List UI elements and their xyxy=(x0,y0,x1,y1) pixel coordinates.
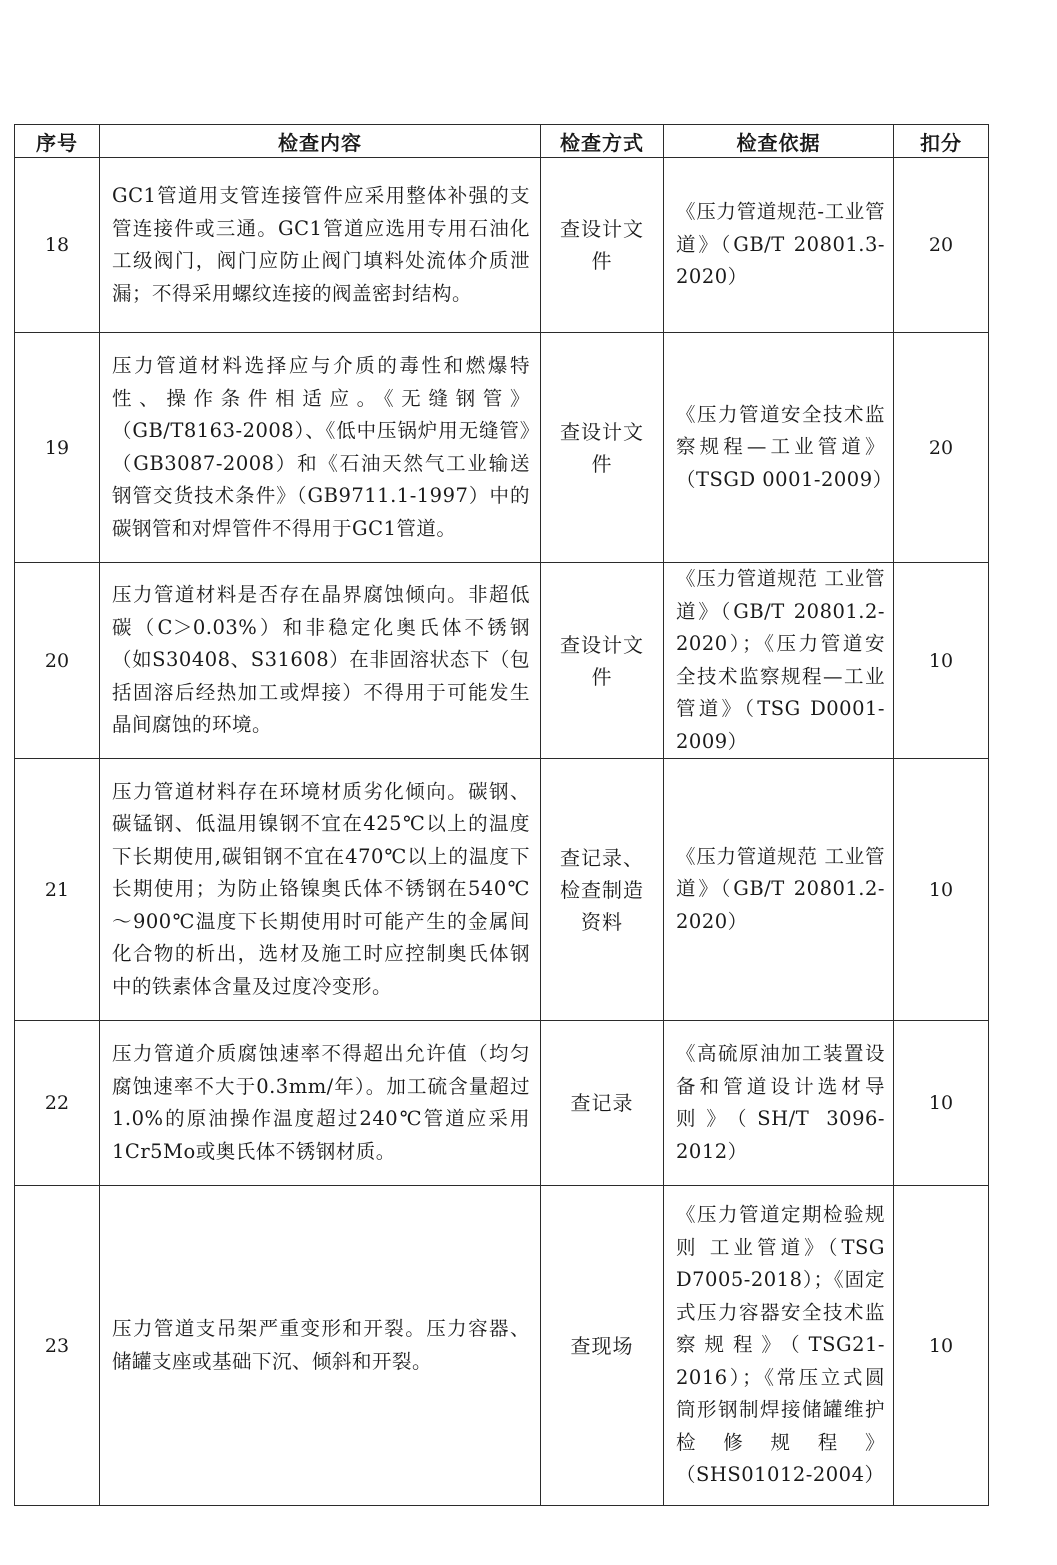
cell-no: 18 xyxy=(15,158,100,333)
cell-basis: 《压力管道规范-工业管道》（GB/T 20801.3-2020） xyxy=(664,158,894,333)
header-method: 检查方式 xyxy=(541,125,664,158)
cell-method: 查设计文件 xyxy=(541,333,664,563)
cell-score: 20 xyxy=(894,158,989,333)
table-row xyxy=(15,759,989,1021)
table-body xyxy=(15,158,989,1506)
cell-content: 压力管道材料选择应与介质的毒性和燃爆特性、操作条件相适应。《无缝钢管》（GB/T8163-2008）、《低中压锅炉用无缝管》（GB3087-2008）和《石油天然气工业输送钢管交货技术条件》（GB9711.1-1997）中的碳钢管和对焊管件不得用于GC1管道。 xyxy=(100,333,541,563)
cell-method: 查记录、检查制造资料 xyxy=(541,759,664,1021)
cell-basis: 《压力管道规范 工业管道》（GB/T 20801.2-2020） xyxy=(664,759,894,1021)
cell-no: 19 xyxy=(15,333,100,563)
header-basis: 检查依据 xyxy=(664,125,894,158)
cell-basis: 《压力管道安全技术监察规程—工业管道》（TSGD 0001-2009） xyxy=(664,333,894,563)
cell-basis: 《压力管道定期检验规则 工业管道》（TSG D7005-2018）；《固定式压力容器安全技术监察规程》（TSG21-2016）；《常压立式圆筒形钢制焊接储罐维护检修规程》（SHS01012-2004） xyxy=(664,1186,894,1506)
cell-no: 20 xyxy=(15,563,100,759)
inspection-table xyxy=(14,124,989,1506)
cell-content: 压力管道材料存在环境材质劣化倾向。碳钢、碳锰钢、低温用镍钢不宜在425℃以上的温度下长期使用,碳钼钢不宜在470℃以上的温度下长期使用；为防止铬镍奥氏体不锈钢在540℃～900℃温度下长期使用时可能产生的金属间化合物的析出，选材及施工时应控制奥氏体钢中的铁素体含量及过度冷变形。 xyxy=(100,759,541,1021)
header-score: 扣分 xyxy=(894,125,989,158)
cell-basis: 《压力管道规范 工业管道》（GB/T 20801.2-2020）；《压力管道安全技术监察规程—工业管道》（TSG D0001-2009） xyxy=(664,563,894,759)
cell-method: 查设计文件 xyxy=(541,158,664,333)
cell-score: 10 xyxy=(894,1186,989,1506)
table-row xyxy=(15,1021,989,1186)
inspection-table-sheet xyxy=(14,124,988,1506)
table-row xyxy=(15,158,989,333)
table-row xyxy=(15,333,989,563)
cell-no: 22 xyxy=(15,1021,100,1186)
cell-score: 10 xyxy=(894,563,989,759)
table-row xyxy=(15,563,989,759)
cell-no: 21 xyxy=(15,759,100,1021)
header-content: 检查内容 xyxy=(100,125,541,158)
header-row xyxy=(15,125,989,158)
cell-method: 查记录 xyxy=(541,1021,664,1186)
cell-content: GC1管道用支管连接管件应采用整体补强的支管连接件或三通。GC1管道应选用专用石油化工级阀门，阀门应防止阀门填料处流体介质泄漏；不得采用螺纹连接的阀盖密封结构。 xyxy=(100,158,541,333)
cell-score: 10 xyxy=(894,759,989,1021)
table-header xyxy=(15,125,989,158)
cell-basis: 《高硫原油加工装置设备和管道设计选材导则》（SH/T 3096-2012） xyxy=(664,1021,894,1186)
cell-score: 10 xyxy=(894,1021,989,1186)
cell-content: 压力管道介质腐蚀速率不得超出允许值（均匀腐蚀速率不大于0.3mm/年）。加工硫含量超过1.0%的原油操作温度超过240℃管道应采用1Cr5Mo或奥氏体不锈钢材质。 xyxy=(100,1021,541,1186)
header-no: 序号 xyxy=(15,125,100,158)
cell-content: 压力管道材料是否存在晶界腐蚀倾向。非超低碳（C＞0.03%）和非稳定化奥氏体不锈钢（如S30408、S31608）在非固溶状态下（包括固溶后经热加工或焊接）不得用于可能发生晶间腐蚀的环境。 xyxy=(100,563,541,759)
table-row xyxy=(15,1186,989,1506)
cell-no: 23 xyxy=(15,1186,100,1506)
cell-score: 20 xyxy=(894,333,989,563)
cell-method: 查设计文件 xyxy=(541,563,664,759)
cell-method: 查现场 xyxy=(541,1186,664,1506)
cell-content: 压力管道支吊架严重变形和开裂。压力容器、储罐支座或基础下沉、倾斜和开裂。 xyxy=(100,1186,541,1506)
